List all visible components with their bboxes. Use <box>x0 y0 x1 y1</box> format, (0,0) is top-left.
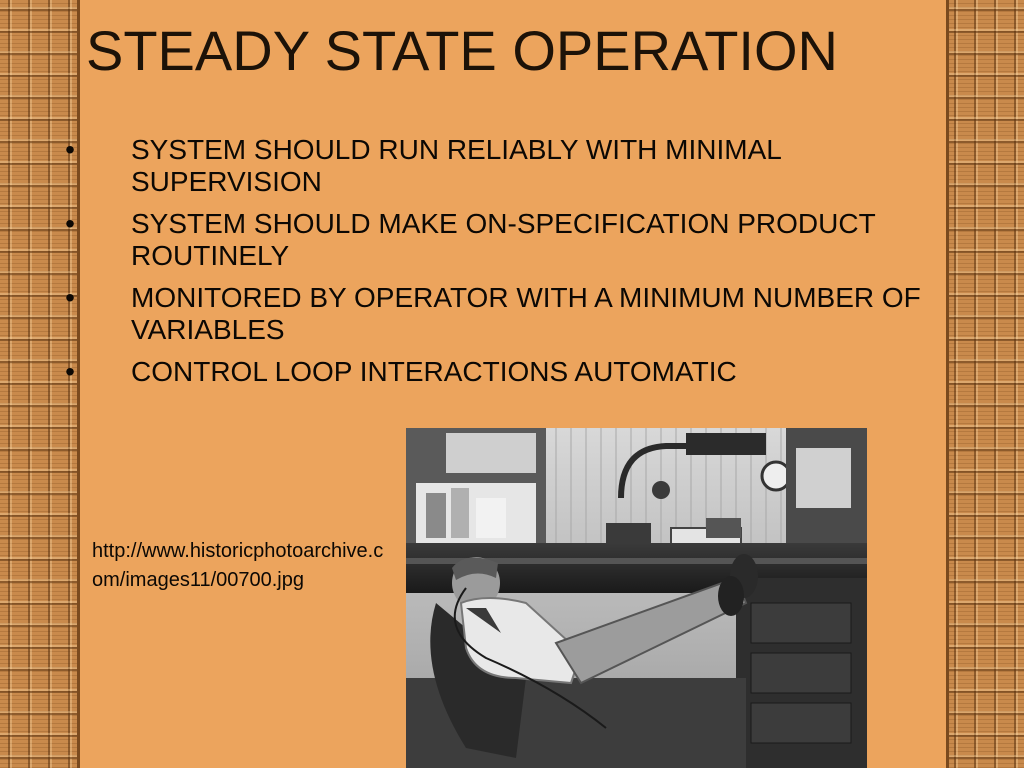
bullet-item <box>60 134 940 198</box>
plaid-border-right <box>946 0 1024 768</box>
slide-title: STEADY STATE OPERATION <box>86 19 838 82</box>
bullet-text: SYSTEM SHOULD RUN RELIABLY WITH MINIMAL SUPERVISION <box>131 134 781 197</box>
bullet-dot: • <box>65 356 75 387</box>
bullet-item <box>60 282 940 346</box>
bullet-text: SYSTEM SHOULD MAKE ON-SPECIFICATION PRODUCT ROUTINELY <box>131 208 876 271</box>
bullet-dot: • <box>65 134 75 165</box>
radio-operator-photo <box>406 428 867 768</box>
bullet-dot: • <box>65 282 75 313</box>
bullet-text: MONITORED BY OPERATOR WITH A MINIMUM NUMBER OF VARIABLES <box>131 282 921 345</box>
bullet-item <box>60 208 940 272</box>
image-source-link[interactable]: http://www.historicphotoarchive.com/images11/00700.jpg <box>92 540 384 591</box>
photo-illustration <box>406 428 867 768</box>
bullet-text: CONTROL LOOP INTERACTIONS AUTOMATIC <box>131 356 737 387</box>
bullet-list <box>60 134 940 398</box>
bullet-dot: • <box>65 208 75 239</box>
bullet-item <box>60 356 940 388</box>
